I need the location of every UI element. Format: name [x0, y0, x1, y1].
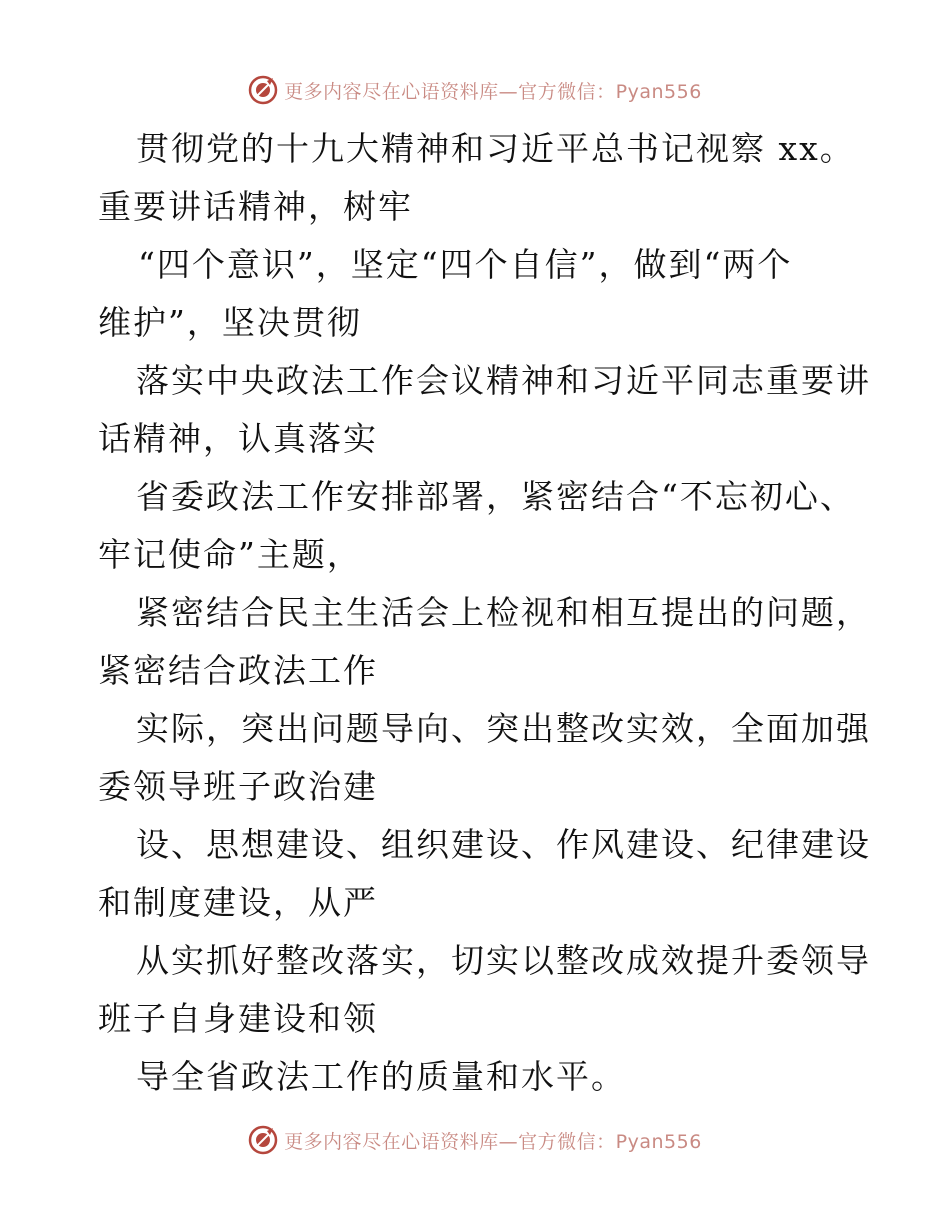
document-line: 班子自身建设和领 — [98, 999, 378, 1038]
footer-banner — [0, 1120, 950, 1160]
document-line: 紧密结合民主生活会上检视和相互提出的问题， — [136, 593, 871, 632]
document-line: 重要讲话精神，树牢 — [98, 187, 413, 226]
document-line: 贯彻党的十九大精神和习近平总书记视察 xx。 — [136, 129, 855, 168]
document-line: 维护”，坚决贯彻 — [98, 303, 362, 342]
document-line: 设、思想建设、组织建设、作风建设、纪律建设 — [136, 825, 871, 864]
footer-banner-text: 更多内容尽在心语资料库—官方微信：Pyan556 — [284, 1130, 702, 1153]
document-line: 落实中央政法工作会议精神和习近平同志重要讲 — [136, 361, 871, 400]
document-line: “四个意识”，坚定“四个自信”，做到“两个 — [138, 245, 793, 284]
document-line: 从实抓好整改落实，切实以整改成效提升委领导 — [136, 941, 871, 980]
header-banner — [0, 70, 950, 110]
document-line: 委领导班子政治建 — [98, 767, 378, 806]
header-banner-text: 更多内容尽在心语资料库—官方微信：Pyan556 — [284, 80, 702, 103]
document-line: 紧密结合政法工作 — [98, 651, 378, 690]
seal-logo-icon — [248, 75, 278, 105]
document-line: 实际，突出问题导向、突出整改实效，全面加强 — [136, 709, 871, 748]
document-line: 省委政法工作安排部署，紧密结合“不忘初心、 — [136, 477, 855, 516]
seal-logo-icon — [248, 1125, 278, 1155]
document-body — [98, 120, 871, 1106]
document-line: 导全省政法工作的质量和水平。 — [136, 1057, 626, 1096]
document-line: 话精神，认真落实 — [98, 419, 378, 458]
document-line: 和制度建设，从严 — [98, 883, 378, 922]
document-line: 牢记使命”主题， — [98, 535, 362, 574]
